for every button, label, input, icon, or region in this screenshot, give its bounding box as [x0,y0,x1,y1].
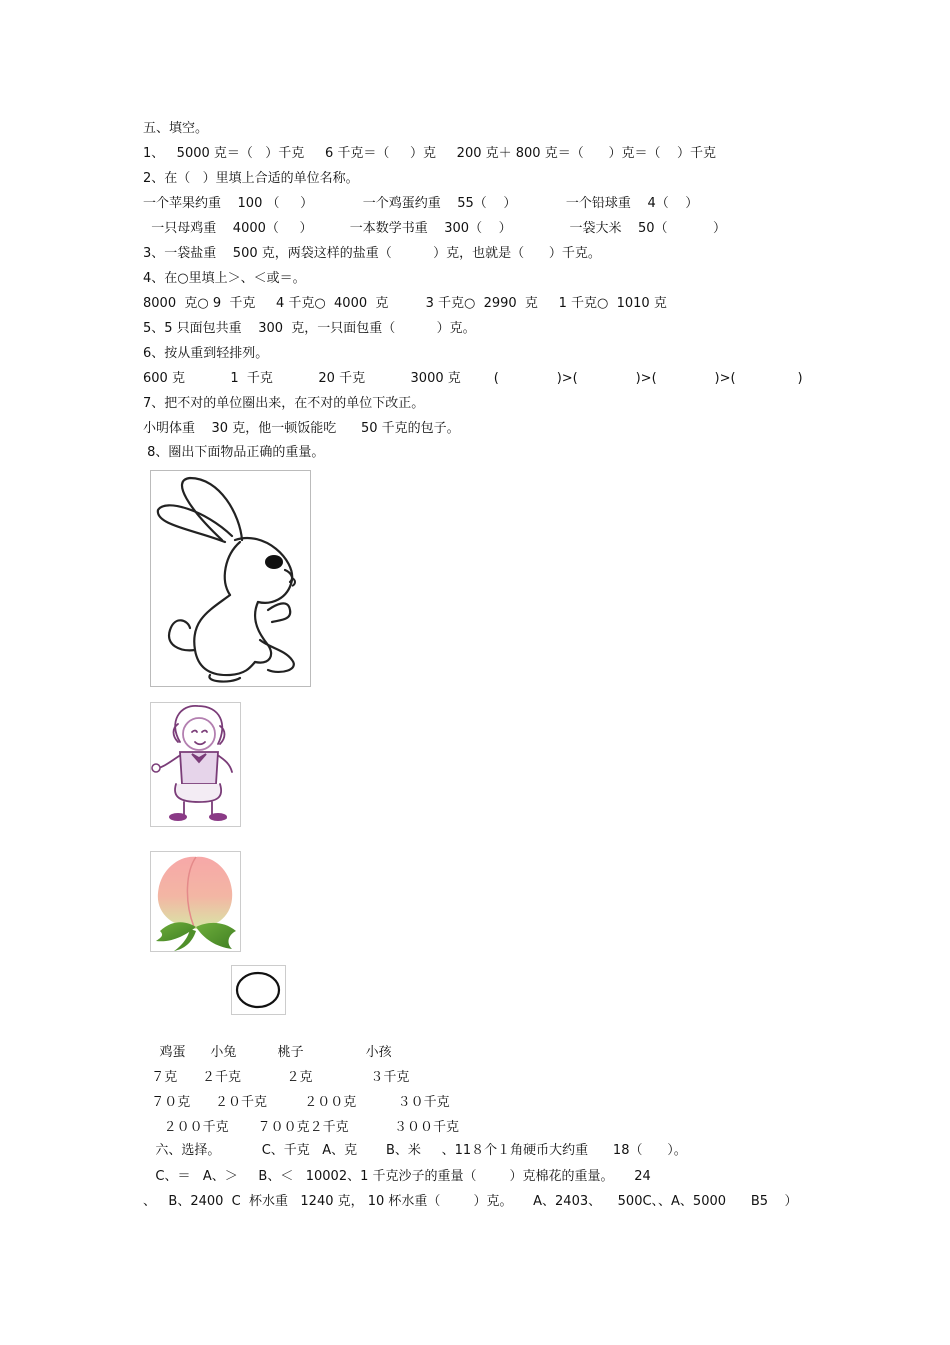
section-6-line-2: C、＝ A、＞ B、＜ 10002、1 千克沙子的重量（ ）克棉花的重量。 24 [143,1169,651,1184]
question-8: 8、圈出下面物品正确的重量。 [143,445,325,460]
question-6: 6、按从重到轻排列。 [143,346,269,361]
question-2-row-2: 一只母鸡重 4000（ ） 一本数学书重 300（ ） 一袋大米 50（ ） [143,221,726,236]
question-1: 1、 5000 克＝（ ）千克 6 千克＝（ ）克 200 克＋ 800 克＝（ ）克＝（ ）千克 [143,146,717,161]
question-7: 7、把不对的单位圈出来，在不对的单位下改正。 [143,396,425,411]
child-icon [150,702,242,828]
question-7-row: 小明体重 30 克，他一顿饭能吃 50 千克的包子。 [143,421,460,436]
question-4: 4、在○里填上＞、＜或＝。 [143,271,306,286]
question-3: 3、一袋盐重 500 克，两袋这样的盐重（ ）克，也就是（ ）千克。 [143,246,601,261]
option-row-3: ２００千克 ７００克２千克 ３００千克 [143,1120,460,1135]
question-5: 5、5 只面包共重 300 克，一只面包重（ ）克。 [143,321,476,336]
question-6-row: 600 克 1 千克 20 千克 3000 克 ( )>( )>( )>( ) [143,371,803,386]
question-4-row: 8000 克○ 9 千克 4 千克○ 4000 克 3 千克○ 2990 克 1 千克○ 1010 克 [143,296,667,311]
section-6-line-3: 、 B、2400 C 杯水重 1240 克， 10 杯水重（ ）克。 A、2403、 500C、、A、5000 B5 ） [143,1194,798,1209]
question-2: 2、在（ ）里填上合适的单位名称。 [143,171,359,186]
peach-icon [150,851,242,953]
option-row-2: ７０克 ２０千克 ２００克 ３０千克 [143,1095,450,1110]
section-5-heading: 五、填空。 [143,121,209,136]
section-6-line-1: 六、选择。 C、千克 A、克 B、米 、11８个１角硬币大约重 18（ ）。 [143,1143,687,1158]
question-2-row-1: 一个苹果约重 100 （ ） 一个鸡蛋约重 55（ ） 一个铅球重 4（ ） [143,196,699,211]
rabbit-icon [150,470,312,688]
option-row-1: ７克 ２千克 ２克 ３千克 [143,1070,410,1085]
option-names: 鸡蛋 小兔 桃子 小孩 [143,1045,392,1060]
egg-icon [231,965,286,1015]
